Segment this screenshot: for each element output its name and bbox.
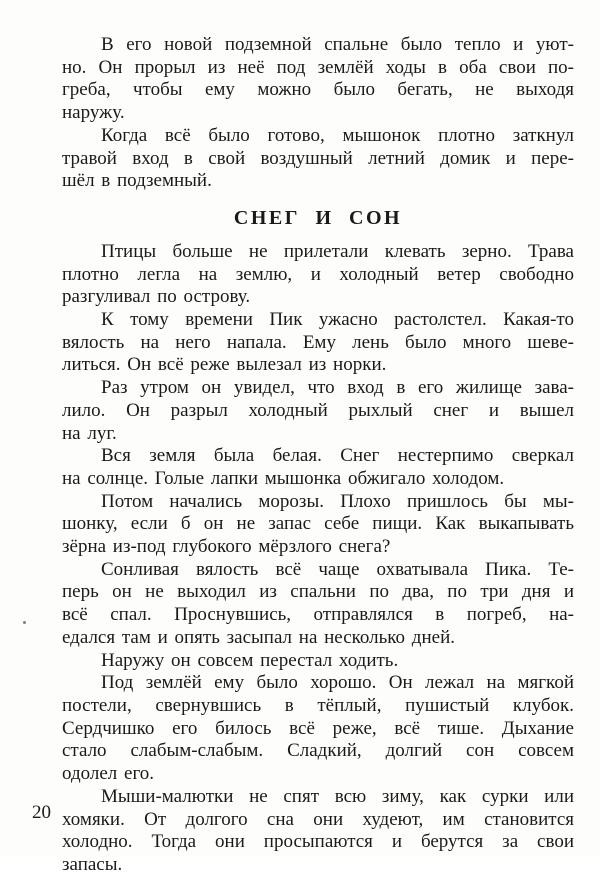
text-line: шонку, если б он не запас себе пищи. Как выкапывать <box>62 513 574 535</box>
paragraph <box>62 491 574 559</box>
text-line: одолел его. <box>62 763 155 785</box>
paragraph <box>62 559 574 650</box>
text-line: литься. Он всё реже вылезал из норки. <box>62 354 387 376</box>
text-line: на солнце. Голые лапки мышонка обжигало холодом. <box>62 467 505 489</box>
text-line: Мыши-малютки не спят всю зиму, как сурки или <box>101 785 574 807</box>
text-line: Сонливая вялость всё чаще охватывала Пика. Те- <box>101 558 574 580</box>
text-line: всё спал. Проснувшись, отправлялся в погреб, на- <box>62 604 574 626</box>
text-line: наружу. <box>62 102 125 124</box>
text-line: Потом начались морозы. Плохо пришлось бы мы- <box>101 490 574 512</box>
text-line: шёл в подземный. <box>62 170 212 192</box>
text-line: Под землёй ему было хорошо. Он лежал на мягкой <box>101 672 574 694</box>
text-line: Вся земля была белая. Снег нестерпимо сверкал <box>101 445 574 467</box>
text-line: вялость на него напала. Ему лень было много шеве- <box>62 331 574 353</box>
text-line: но. Он прорыл из неё под землёй ходы в оба свои по- <box>62 56 574 78</box>
paragraph <box>62 241 574 309</box>
text-line: на луг. <box>62 422 117 444</box>
text-line: плотно легла на землю, и холодный ветер свободно <box>62 263 574 285</box>
text-line: В его новой подземной спальне было тепло и уют- <box>101 34 574 55</box>
text-line: К тому времени Пик ужасно растолстел. Какая-то <box>101 309 574 331</box>
text-line: Птицы больше не прилетали клевать зерно. Трава <box>101 240 574 262</box>
paragraph <box>62 650 574 673</box>
paragraph <box>62 672 574 786</box>
paragraph <box>62 125 574 193</box>
text-line: перь он не выходил из спальни по два, по три дня и <box>62 581 574 603</box>
text-line: Сердчишко его билось всё реже, всё тише. Дыхание <box>62 717 574 739</box>
text-line: холодно. Тогда они просыпаются и берутся за свои <box>62 831 574 853</box>
text-column <box>62 34 574 877</box>
paragraph <box>62 445 574 490</box>
paragraph <box>62 786 574 877</box>
text-line: едался там и опять засыпал на несколько дней. <box>62 626 455 648</box>
text-line: Когда всё было готово, мышонок плотно заткнул <box>101 124 574 146</box>
text-line: разгуливал по острову. <box>62 286 251 308</box>
paragraph <box>62 34 574 125</box>
text-line: стало слабым-слабым. Сладкий, долгий сон совсем <box>62 740 574 762</box>
text-line: греба, чтобы ему можно было бегать, не выходя <box>62 79 574 101</box>
scan-speck <box>23 621 26 624</box>
text-line: Наружу он совсем перестал ходить. <box>101 649 399 671</box>
text-line: травой вход в свой воздушный летний домик и пере- <box>62 147 574 169</box>
text-line: Раз утром он увидел, что вход в его жилище зава- <box>101 377 574 399</box>
page-number: 20 <box>32 802 51 823</box>
text-line: лило. Он разрыл холодный рыхлый снег и вышел <box>62 399 574 421</box>
text-line: хомяки. От долгого сна они худеют, им становится <box>62 808 574 830</box>
paragraph <box>62 309 574 377</box>
text-line: постели, свернувшись в тёплый, пушистый клубок. <box>62 694 574 716</box>
text-line: зёрна из-под глубокого мёрзлого снега? <box>62 536 391 558</box>
chapter-heading: СНЕГ И СОН <box>233 206 403 229</box>
text-line: запасы. <box>62 853 123 875</box>
paragraph <box>62 377 574 445</box>
